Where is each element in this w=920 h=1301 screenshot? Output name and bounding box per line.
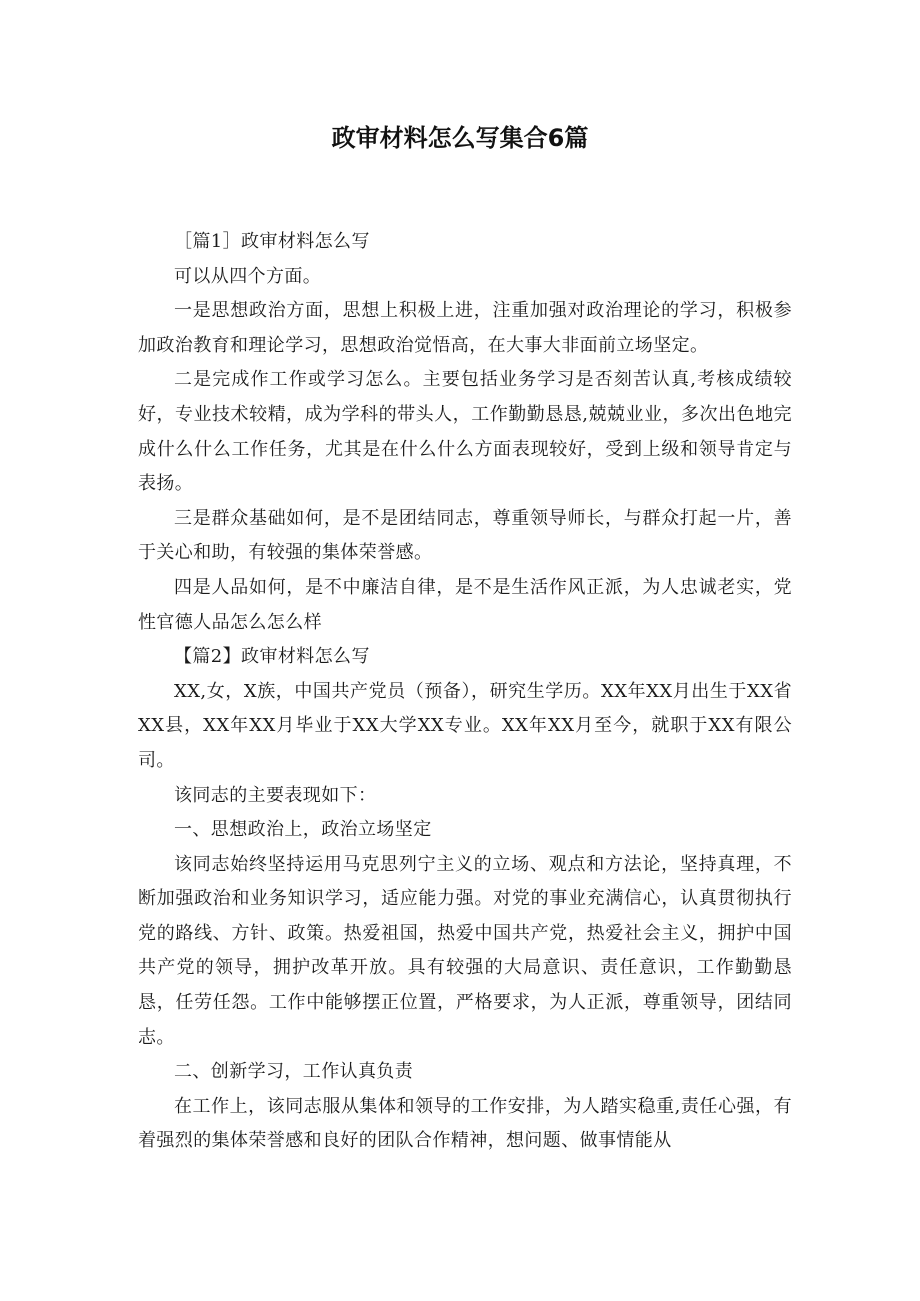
subheading: 二、创新学习，工作认真负责 (174, 1061, 414, 1083)
section-heading-2: 【篇2】政审材料怎么写 (174, 646, 370, 668)
paragraph: 三是群众基础如何，是不是团结同志，尊重领导师长，与群众打起一片，善于关心和助，有较强的集体荣誉感。 (138, 507, 792, 564)
paragraph: 一是思想政治方面，思想上积极上进，注重加强对政治理论的学习，积极参加政治教育和理论学习，思想政治觉悟高，在大事大非面前立场坚定。 (138, 300, 792, 356)
paragraph: XX,女，X族，中国共产党员（预备），研究生学历。XX年XX月出生于XX省XX县，XX年XX月毕业于XX大学XX专业。XX年XX月至今，就职于XX有限公司。 (138, 680, 792, 771)
paragraph: 该同志的主要表现如下： (174, 784, 377, 806)
paragraph: 在工作上，该同志服从集体和领导的工作安排，为人踏实稳重,责任心强，有着强烈的集体荣誉感和良好的团队合作精神，想问题、做事情能从 (138, 1095, 792, 1152)
document-body (138, 225, 792, 1159)
paragraph: 可以从四个方面。 (174, 265, 322, 287)
paragraph: 二是完成作工作或学习怎么。主要包括业务学习是否刻苦认真,考核成绩较好，专业技术较精，成为学科的带头人，工作勤勤恳恳,兢兢业业，多次出色地完成什么什么工作任务，尤其是在什么什么方面表现较好，受到上级和领导肯定与表扬。 (138, 369, 792, 495)
paragraph: 四是人品如何，是不中廉洁自律，是不是生活作风正派，为人忠诚老实，党性官德人品怎么怎么样 (138, 576, 792, 633)
subheading: 一、思想政治上，政治立场坚定 (174, 819, 432, 841)
document-title: 政审材料怎么写集合6篇 (331, 124, 589, 152)
paragraph: 该同志始终坚持运用马克思列宁主义的立场、观点和方法论，坚持真理，不断加强政治和业务知识学习，适应能力强。对党的事业充满信心，认真贯彻执行党的路线、方针、政策。热爱祖国，热爱中国共产党，热爱社会主义，拥护中国共产党的领导，拥护改革开放。具有较强的大局意识、责任意识，工作勤勤恳恳，任劳任怨。工作中能够摆正位置，严格要求，为人正派，尊重领导，团结同志。 (138, 853, 792, 1048)
section-heading-1: ［篇1］政审材料怎么写 (174, 231, 370, 252)
